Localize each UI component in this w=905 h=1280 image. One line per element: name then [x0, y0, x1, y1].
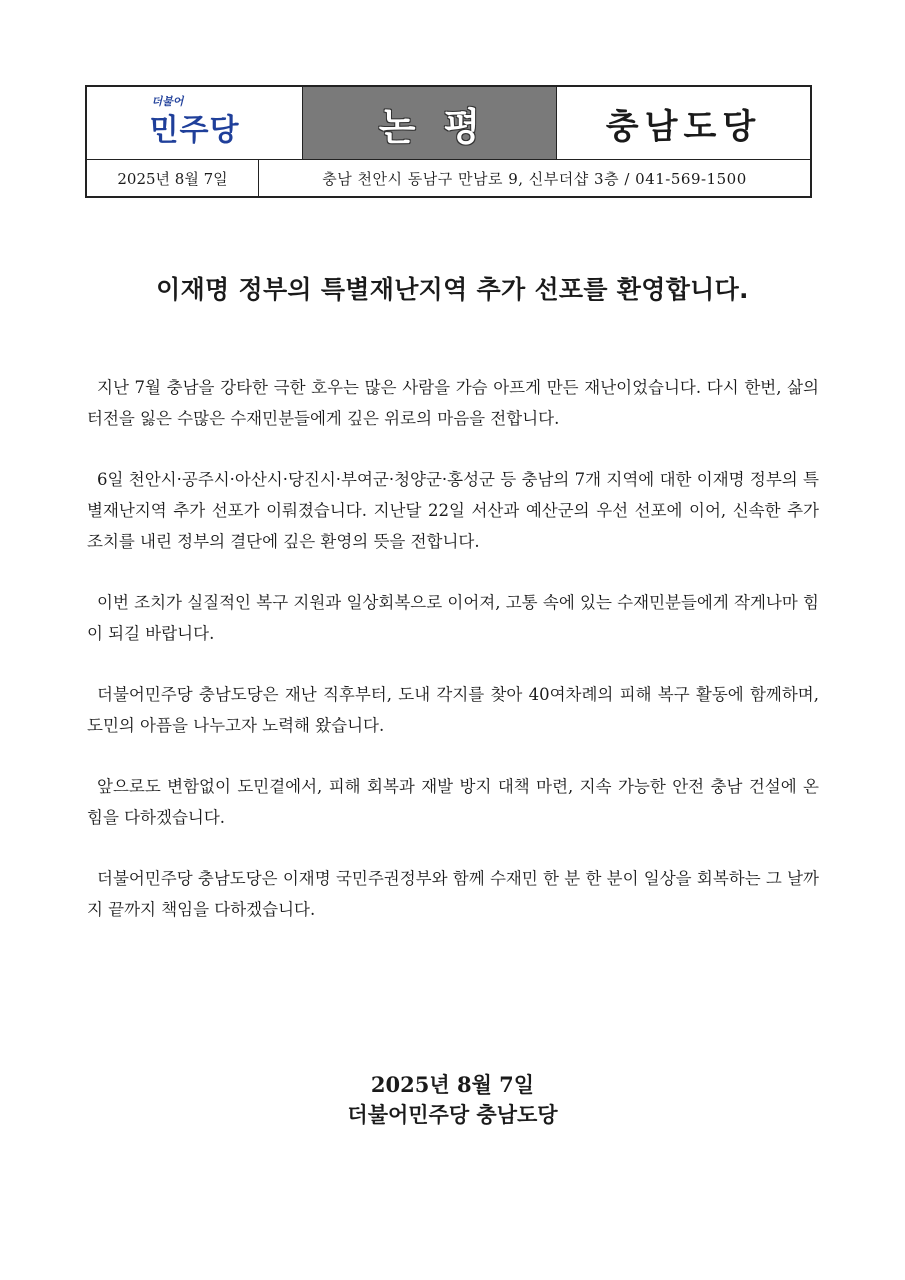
party-logo [87, 87, 303, 159]
headline: 이재명 정부의 특별재난지역 추가 선포를 환영합니다. [156, 275, 749, 304]
logo-main-text: 민주당 [149, 113, 240, 148]
signature-org: 더불어민주당 충남도당 [347, 1102, 558, 1127]
body-text [87, 372, 819, 955]
header-address: 충남 천안시 동남구 만남로 9, 신부더샵 3층 / 041-569-1500 [322, 169, 747, 188]
paragraph: 지난 7월 충남을 강타한 극한 호우는 많은 사람을 가슴 아프게 만든 재난이었습니다. 다시 한번, 삶의 터전을 잃은 수많은 수재민분들에게 깊은 위로의 마음을 전합니다. [87, 378, 819, 428]
doc-type-cell [303, 87, 557, 159]
paragraph: 6일 천안시·공주시·아산시·당진시·부여군·청양군·홍성군 등 충남의 7개 지역에 대한 이재명 정부의 특별재난지역 추가 선포가 이뤄졌습니다. 지난달 22일 서산과 예산군의 우선 선포에 이어, 신속한 추가 조치를 내린 정부의 결단에 깊은 환영의 뜻을 전합니다. [87, 470, 819, 551]
logo-small-text: 더불어 [151, 95, 184, 108]
paragraph: 앞으로도 변함없이 도민곁에서, 피해 회복과 재발 방지 대책 마련, 지속 가능한 안전 충남 건설에 온 힘을 다하겠습니다. [87, 777, 819, 827]
logo-wrap [150, 97, 240, 149]
header-info-row [87, 160, 810, 196]
header-top-row [87, 87, 810, 160]
signature-block [0, 1070, 905, 1130]
press-header-table [85, 85, 812, 198]
org-cell [557, 87, 810, 159]
paragraph: 더불어민주당 충남도당은 재난 직후부터, 도내 각지를 찾아 40여차례의 피해 복구 활동에 함께하며, 도민의 아픔을 나누고자 노력해 왔습니다. [87, 685, 819, 735]
signature-date: 2025년 8월 7일 [370, 1072, 535, 1097]
header-date: 2025년 8월 7일 [87, 160, 259, 196]
paragraph: 더불어민주당 충남도당은 이재명 국민주권정부와 함께 수재민 한 분 한 분이 일상을 회복하는 그 날까지 끝까지 책임을 다하겠습니다. [87, 869, 819, 919]
org-label: 충남도당 [605, 106, 762, 147]
doc-type-label: 논평 [378, 104, 509, 149]
paragraph: 이번 조치가 실질적인 복구 지원과 일상회복으로 이어져, 고통 속에 있는 수재민분들에게 작게나마 힘이 되길 바랍니다. [87, 593, 819, 643]
